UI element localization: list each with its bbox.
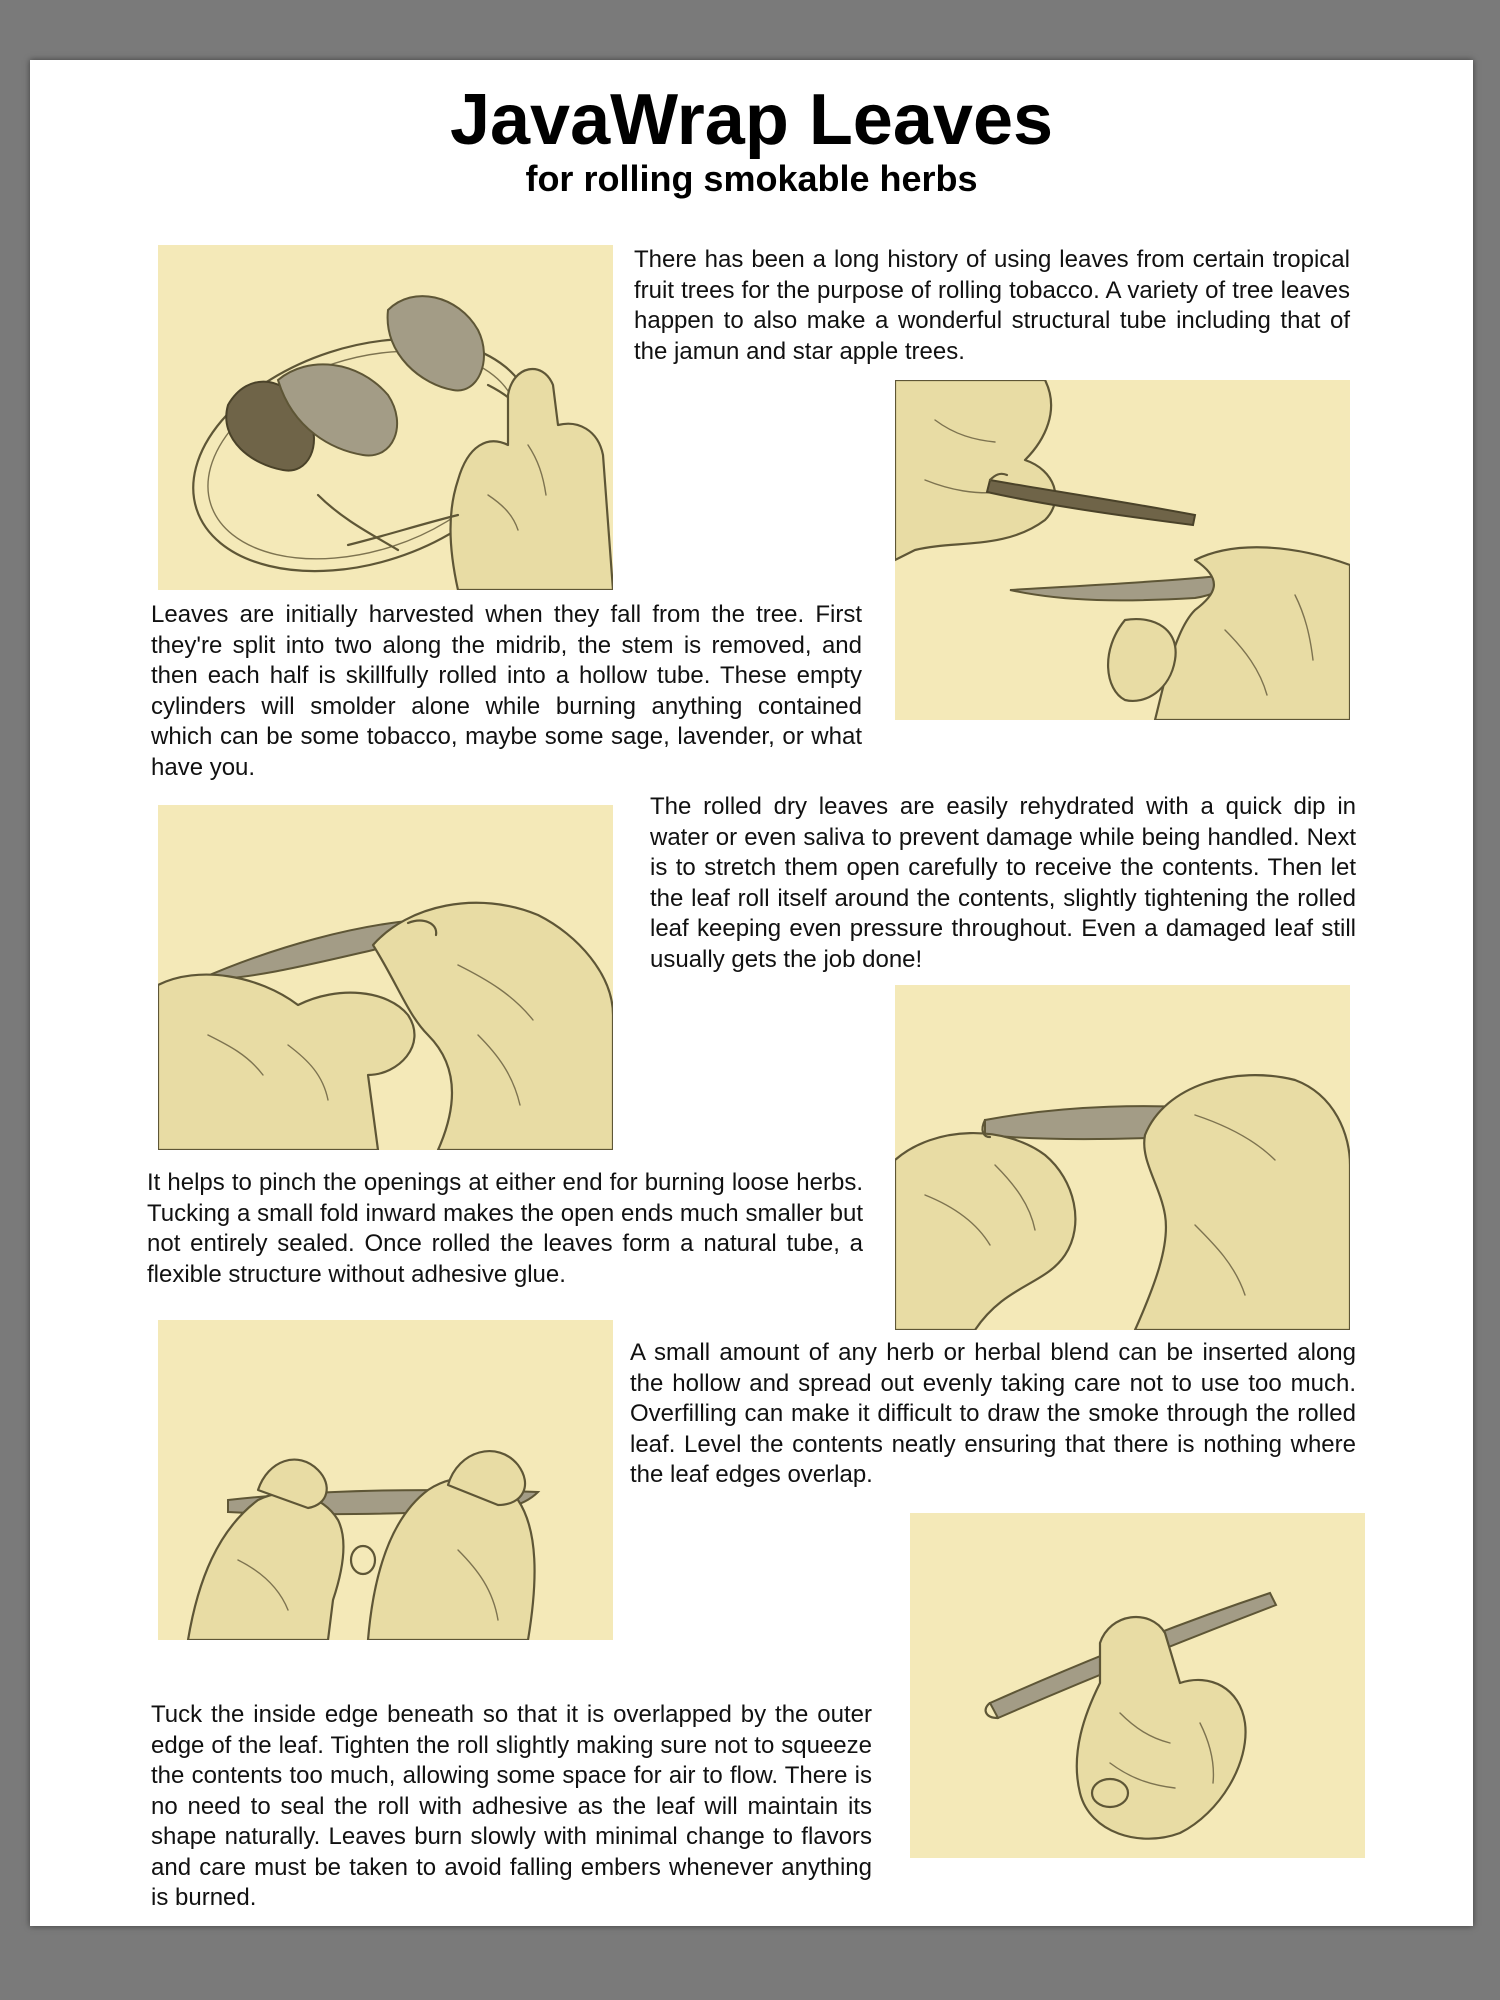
illustration-finished-roll: [910, 1513, 1365, 1858]
page-title: JavaWrap Leaves: [449, 80, 1054, 160]
paragraph-4: It helps to pinch the openings at either end for burning loose herbs. Tucking a small fold inward makes the open ends much smaller but not entirely sealed. Once rolled the leaves form a natural tube, a flexible structure without adhesive glue.: [147, 1169, 863, 1288]
illustration-rolling-leaf-halves: [895, 380, 1350, 720]
paragraph-1: There has been a long history of using leaves from certain tropical fruit trees for the purpose of rolling tobacco. A variety of tree leaves happen to also make a wonderful structural tube including that of the jamun and star apple trees.: [634, 246, 1350, 365]
paragraph-6: Tuck the inside edge beneath so that it is overlapped by the outer edge of the leaf. Tighten the roll slightly making sure not to squeeze the contents too much, allowing some space for air to flow. There is no need to seal the roll with adhesive as the leaf will maintain its shape naturally. Leaves burn slowly with minimal change to flavors and care must be taken to avoid falling embers whenever anything is burned.: [151, 1701, 872, 1911]
page-subtitle: for rolling smokable herbs: [525, 158, 978, 199]
document-page: [30, 60, 1473, 1926]
illustration-tightening-roll: [895, 985, 1350, 1330]
illustration-inserting-herb: [158, 1320, 613, 1640]
paragraph-5: A small amount of any herb or herbal blend can be inserted along the hollow and spread out evenly taking care not to use too much. Overfilling can make it difficult to draw the smoke through the rolled leaf. Level the contents neatly ensuring that there is nothing where the leaf edges overlap.: [630, 1339, 1356, 1488]
illustration-stretching-leaf: [158, 805, 613, 1150]
paragraph-3: The rolled dry leaves are easily rehydrated with a quick dip in water or even saliva to prevent damage while being handled. Next is to stretch them open carefully to receive the contents. Then let the leaf roll itself around the contents, slightly tightening the rolled leaf keeping even pressure throughout. Even a damaged leaf still usually gets the job done!: [650, 793, 1356, 973]
paragraph-2: Leaves are initially harvested when they fall from the tree. First they're split into two along the midrib, the stem is removed, and then each half is skillfully rolled into a hollow tube. These empty cylinders will smolder alone while burning anything contained which can be some tobacco, maybe some sage, lavender, or what have you.: [151, 601, 862, 781]
illustration-leaves-on-plate: [158, 245, 613, 590]
